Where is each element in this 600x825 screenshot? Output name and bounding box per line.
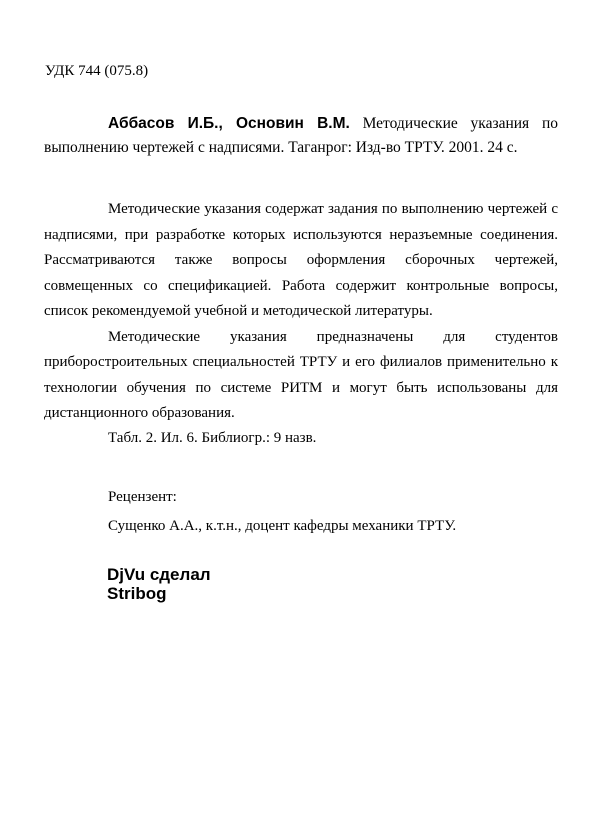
abstract [44,197,558,427]
bibliographic-citation [44,112,558,160]
djvu-note-line: DjVu сделал [107,565,211,584]
djvu-note-line: Stribog [107,584,167,603]
abstract-paragraph: Методические указания содержат задания по выполнению чертежей с надписями, при разработке которых используются неразъемные соединения. Рассматриваются также вопросы оформления сборочных чертежей, совмещенных со спецификацией. Работа содержит контрольные вопросы, список рекомендуемой учебной и методической литературы. [44,201,558,319]
abstract-paragraph: Методические указания предназначены для студентов приборостроительных специальностей ТРТУ и его филиалов применительно к технологии обучения по системе РИТМ и могут быть использованы для дистанционного образования. [44,328,558,421]
udk-code: УДК 744 (075.8) [45,63,149,79]
djvu-note [107,565,211,603]
reviewer-name: Сущенко А.А., к.т.н., доцент кафедры механики ТРТУ. [108,518,457,534]
citation-authors: Аббасов И.Б., Основин В.М. [108,115,350,132]
reviewer-label: Рецензент: [108,489,177,505]
citation-title: Методические указания по выполнению чертежей с надписями. Таганрог: Изд-во ТРТУ. 2001. 24 с. [44,115,558,156]
tables-figures-info: Табл. 2. Ил. 6. Библиогр.: 9 назв. [108,430,317,446]
